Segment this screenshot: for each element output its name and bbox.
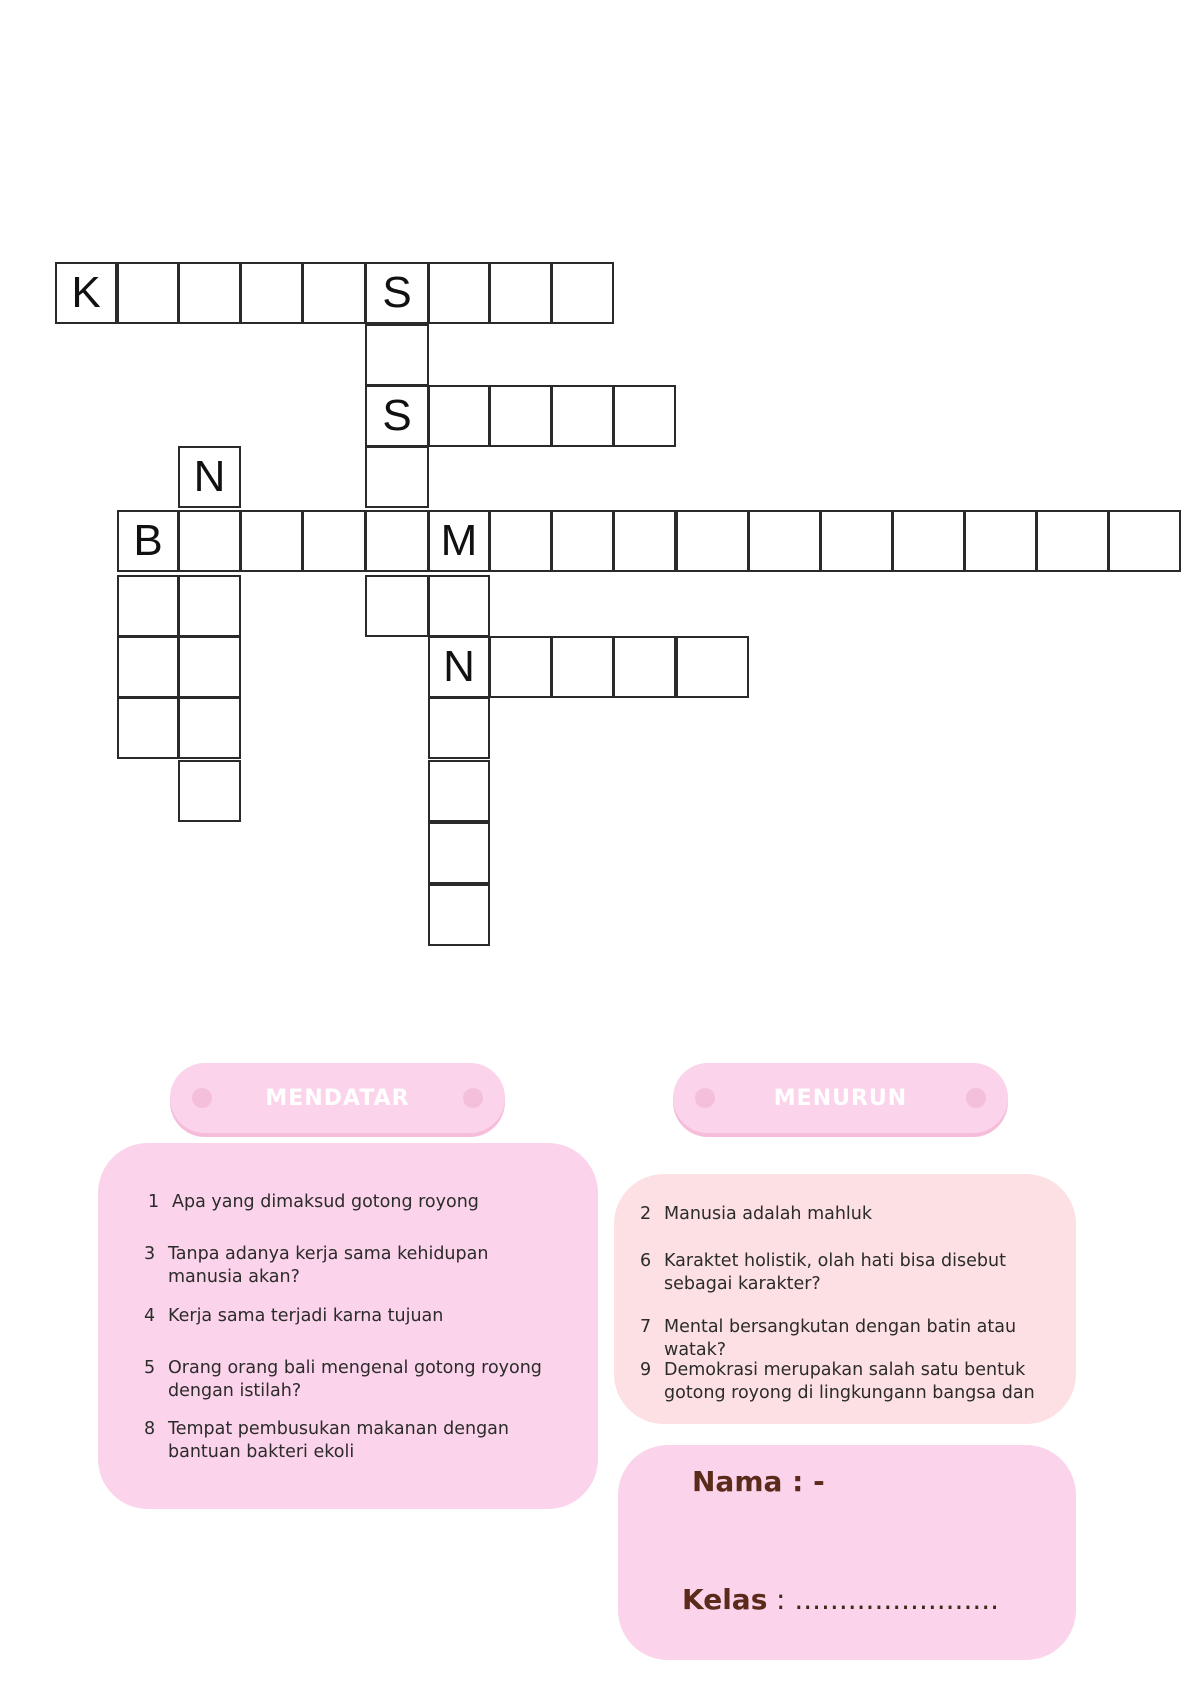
- crossword-cell[interactable]: [178, 760, 241, 822]
- clue-down-6: [640, 1250, 1060, 1296]
- crossword-cell[interactable]: [613, 636, 676, 698]
- across-header: [170, 1063, 505, 1133]
- clue-down-7: [640, 1316, 1065, 1362]
- crossword-cell[interactable]: [892, 510, 965, 572]
- decor-dot: [192, 1088, 212, 1108]
- clue-text: Apa yang dimaksud gotong royong: [172, 1192, 479, 1212]
- crossword-cell[interactable]: [302, 262, 366, 324]
- crossword-cell[interactable]: [489, 636, 552, 698]
- crossword-cell[interactable]: [428, 760, 490, 822]
- decor-dot: [695, 1088, 715, 1108]
- across-clues-panel: [98, 1143, 598, 1509]
- clue-across-3: [144, 1243, 544, 1289]
- crossword-cell[interactable]: [365, 575, 429, 637]
- class-label: Kelas: [682, 1583, 768, 1616]
- crossword-cell[interactable]: [551, 262, 614, 324]
- clue-text: Tanpa adanya kerja sama kehidupan manusia akan?: [168, 1244, 489, 1287]
- decor-dot: [966, 1088, 986, 1108]
- clue-number: 2: [640, 1204, 652, 1224]
- crossword-cell[interactable]: N: [178, 446, 241, 508]
- clue-down-2: [640, 1203, 1060, 1226]
- crossword-cell[interactable]: [551, 510, 614, 572]
- clue-number: 6: [640, 1251, 652, 1271]
- clue-across-1: [148, 1191, 568, 1214]
- down-title: MENURUN: [773, 1085, 908, 1111]
- crossword-cell[interactable]: [676, 510, 749, 572]
- crossword-cell[interactable]: [302, 510, 366, 572]
- clue-text: Manusia adalah mahluk: [664, 1204, 873, 1224]
- crossword-cell[interactable]: [489, 510, 552, 572]
- clue-across-4: [144, 1305, 564, 1328]
- crossword-cell[interactable]: [117, 575, 179, 637]
- across-title: MENDATAR: [265, 1085, 410, 1111]
- clue-number: 4: [144, 1306, 156, 1326]
- crossword-cell[interactable]: [820, 510, 893, 572]
- crossword-cell[interactable]: [428, 262, 490, 324]
- clue-text: Tempat pembusukan makanan dengan bantuan bakteri ekoli: [168, 1419, 510, 1462]
- crossword-cell[interactable]: [964, 510, 1037, 572]
- crossword-cell[interactable]: S: [365, 262, 429, 324]
- crossword-cell[interactable]: [748, 510, 821, 572]
- clue-across-8: [144, 1418, 544, 1464]
- crossword-cell[interactable]: [178, 510, 241, 572]
- clue-number: 3: [144, 1244, 156, 1264]
- clue-number: 7: [640, 1317, 652, 1337]
- down-header: [673, 1063, 1008, 1133]
- crossword-cell[interactable]: [117, 697, 179, 759]
- crossword-cell[interactable]: K: [55, 262, 117, 324]
- decor-dot: [463, 1088, 483, 1108]
- crossword-cell[interactable]: [365, 510, 429, 572]
- crossword-cell[interactable]: [365, 446, 429, 508]
- crossword-cell[interactable]: [613, 385, 676, 447]
- clue-number: 8: [144, 1419, 156, 1439]
- crossword-cell[interactable]: [428, 575, 490, 637]
- crossword-cell[interactable]: [551, 385, 614, 447]
- crossword-cell[interactable]: [428, 385, 490, 447]
- crossword-cell[interactable]: N: [428, 636, 490, 698]
- crossword-cell[interactable]: [240, 262, 303, 324]
- clue-across-5: [144, 1357, 544, 1403]
- crossword-cell[interactable]: M: [428, 510, 490, 572]
- crossword-cell[interactable]: [489, 385, 552, 447]
- crossword-cell[interactable]: S: [365, 385, 429, 447]
- crossword-cell[interactable]: [1036, 510, 1109, 572]
- crossword-cell[interactable]: [1108, 510, 1181, 572]
- crossword-cell[interactable]: [428, 884, 490, 946]
- student-info-panel: [618, 1445, 1076, 1660]
- class-field[interactable]: : .......................: [776, 1583, 1000, 1616]
- crossword-cell[interactable]: B: [117, 510, 179, 572]
- clue-text: Karaktet holistik, olah hati bisa disebut sebagai karakter?: [664, 1251, 1006, 1294]
- crossword-cell[interactable]: [178, 697, 241, 759]
- crossword-cell[interactable]: [178, 575, 241, 637]
- clue-text: Mental bersangkutan dengan batin atau watak?: [664, 1317, 1017, 1360]
- crossword-cell[interactable]: [117, 636, 179, 698]
- crossword-cell[interactable]: [240, 510, 303, 572]
- crossword-cell[interactable]: [428, 697, 490, 759]
- crossword-cell[interactable]: [178, 262, 241, 324]
- clue-number: 1: [148, 1192, 160, 1212]
- crossword-cell[interactable]: [117, 262, 179, 324]
- clue-number: 5: [144, 1358, 156, 1378]
- clue-text: Kerja sama terjadi karna tujuan: [168, 1306, 444, 1326]
- clue-text: Orang orang bali mengenal gotong royong dengan istilah?: [168, 1358, 542, 1401]
- crossword-cell[interactable]: [551, 636, 614, 698]
- crossword-cell[interactable]: [178, 636, 241, 698]
- clue-text: Demokrasi merupakan salah satu bentuk gotong royong di lingkungann bangsa dan: [664, 1360, 1035, 1403]
- clue-down-9: [640, 1359, 1065, 1405]
- crossword-cell[interactable]: [428, 822, 490, 884]
- crossword-cell[interactable]: [365, 324, 429, 386]
- down-clues-panel: [614, 1174, 1076, 1424]
- name-field[interactable]: Nama : -: [692, 1465, 825, 1498]
- crossword-cell[interactable]: [613, 510, 676, 572]
- crossword-cell[interactable]: [676, 636, 749, 698]
- crossword-cell[interactable]: [489, 262, 552, 324]
- clue-number: 9: [640, 1360, 652, 1380]
